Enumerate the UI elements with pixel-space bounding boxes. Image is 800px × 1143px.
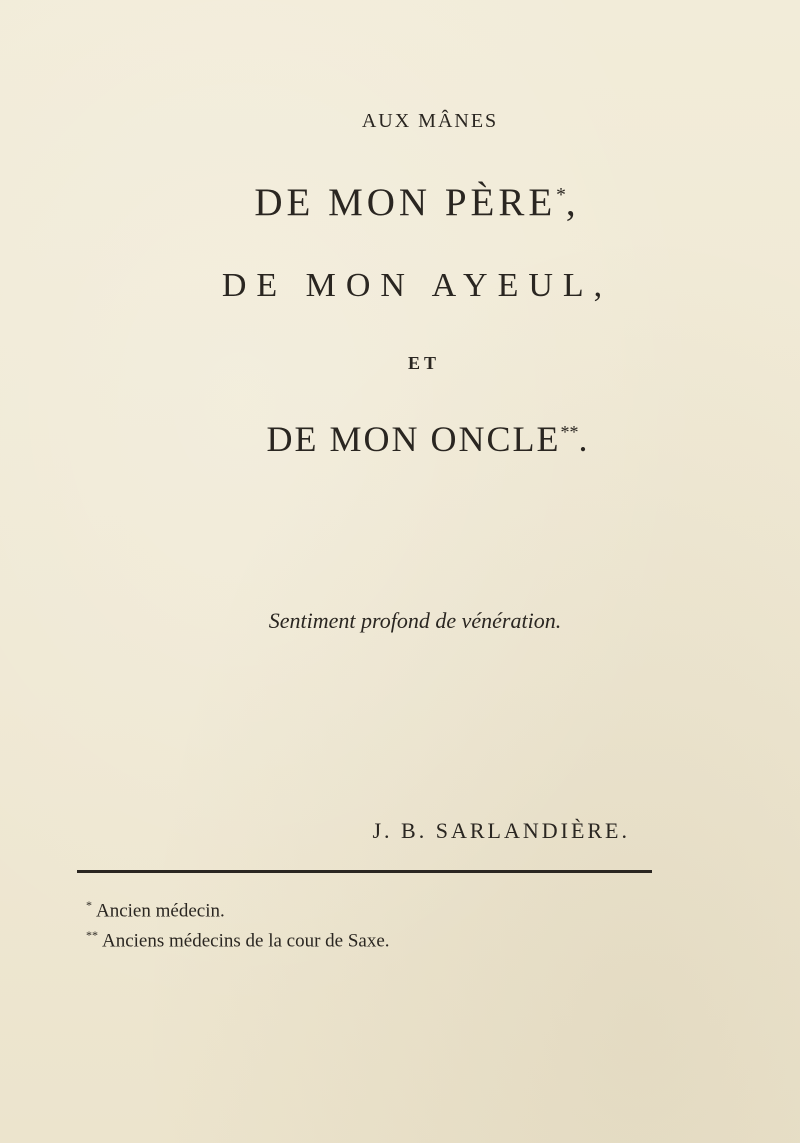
- uncle-punctuation: .: [578, 419, 590, 459]
- dedication-grandfather: DE MON AYEUL,: [221, 267, 613, 304]
- dedication-conjunction: ET: [407, 353, 440, 373]
- sentiment-line: Sentiment profond de vénération.: [268, 608, 562, 633]
- father-punctuation: ,: [565, 181, 580, 224]
- footnote-divider: [77, 870, 652, 873]
- father-footnote-mark: *: [556, 185, 566, 206]
- dedication-father: [0, 180, 800, 225]
- author-signature: J. B. SARLANDIÈRE.: [372, 818, 630, 843]
- footnote-father: [86, 893, 390, 923]
- footnotes: [86, 893, 390, 954]
- footnote-text: Anciens médecins de la cour de Saxe.: [102, 930, 390, 952]
- dedication-heading: AUX MÂNES: [361, 110, 499, 132]
- uncle-footnote-mark: **: [560, 422, 579, 442]
- footnote-mark: *: [86, 898, 92, 912]
- uncle-text: DE MON ONCLE: [266, 419, 561, 459]
- footnote-text: Ancien médecin.: [96, 900, 225, 922]
- footnote-mark: **: [86, 928, 98, 943]
- father-text: DE MON PÈRE: [254, 181, 557, 224]
- dedication-uncle: [0, 418, 800, 460]
- footnote-ancestors: [86, 923, 390, 953]
